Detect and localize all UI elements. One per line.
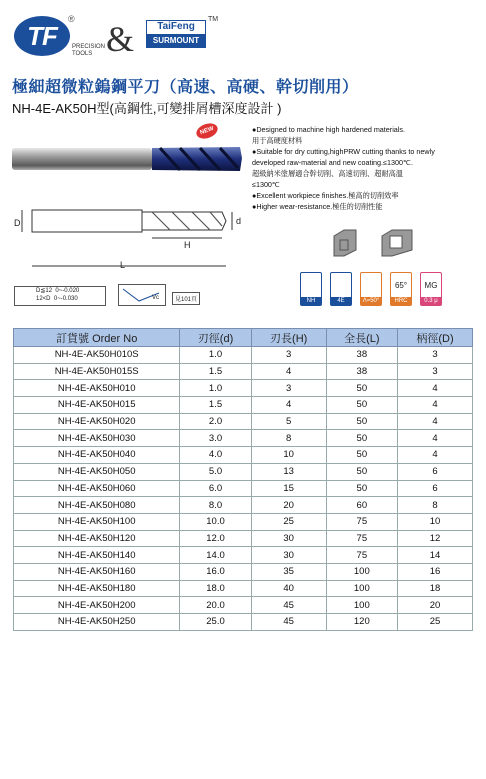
- col-cutting-dia: 刃徑(d): [180, 329, 251, 347]
- table-cell: 4: [251, 363, 326, 380]
- table-cell: NH-4E-AK50H250: [14, 614, 180, 631]
- col-overall-length: 全長(L): [326, 329, 397, 347]
- table-row: [14, 447, 473, 464]
- spec-table: [13, 328, 473, 631]
- spec-icons: [300, 272, 475, 308]
- label-D: D: [14, 218, 21, 228]
- brand-bottom: SURMOUNT: [147, 34, 205, 47]
- table-cell: 1.5: [180, 397, 251, 414]
- table-cell: 1.0: [180, 380, 251, 397]
- table-row: [14, 413, 473, 430]
- table-cell: 3: [398, 363, 473, 380]
- table-cell: 20: [251, 497, 326, 514]
- table-cell: 6.0: [180, 480, 251, 497]
- tol-r2-a: 12<D: [36, 296, 51, 302]
- table-row: [14, 363, 473, 380]
- table-cell: 18.0: [180, 580, 251, 597]
- table-cell: 4: [398, 380, 473, 397]
- table-cell: NH-4E-AK50H080: [14, 497, 180, 514]
- helix-label: Λ=50°: [362, 298, 380, 304]
- table-row: [14, 480, 473, 497]
- table-cell: 38: [326, 363, 397, 380]
- col-order-no: 訂貨號 Order No: [14, 329, 180, 347]
- table-cell: NH-4E-AK50H160: [14, 563, 180, 580]
- table-cell: 16.0: [180, 563, 251, 580]
- table-cell: 5: [251, 413, 326, 430]
- mg-icon: [420, 272, 442, 306]
- table-cell: 18: [398, 580, 473, 597]
- vc-label: Vc: [152, 295, 160, 301]
- table-cell: 60: [326, 497, 397, 514]
- table-cell: 100: [326, 563, 397, 580]
- tolerance-values: [36, 287, 79, 303]
- table-cell: 100: [326, 580, 397, 597]
- hrc-label: HRC: [391, 297, 411, 305]
- label-H: H: [184, 240, 191, 250]
- label-L: L: [120, 260, 126, 270]
- table-cell: 3: [251, 380, 326, 397]
- table-cell: NH-4E-AK50H180: [14, 580, 180, 597]
- logo-sub-line2: TOOLS: [72, 51, 93, 57]
- feature-line: developed raw-material and new coating.≤1300℃.: [252, 158, 414, 167]
- table-cell: 50: [326, 397, 397, 414]
- logo-sub-line1: PRECISION: [72, 44, 106, 50]
- table-cell: 12: [398, 530, 473, 547]
- ampersand: &: [106, 19, 135, 59]
- feature-line: 用于高硬度材料: [252, 136, 303, 145]
- table-cell: 40: [251, 580, 326, 597]
- table-row: [14, 347, 473, 364]
- table-cell: 8.0: [180, 497, 251, 514]
- table-cell: 4: [398, 397, 473, 414]
- table-cell: 6: [398, 463, 473, 480]
- feature-line: ≤1300℃: [252, 180, 281, 189]
- nh-label: NH: [301, 297, 321, 305]
- hrc-icon: [390, 272, 412, 306]
- page-ref: 見101頁: [172, 292, 200, 305]
- product-title-cn: 極細超微粒鎢鋼平刀（高速、高硬、幹切削用）: [12, 77, 359, 96]
- table-cell: 38: [326, 347, 397, 364]
- table-cell: 1.5: [180, 363, 251, 380]
- four-flute-icon: [330, 272, 352, 306]
- logo-subtitle: [72, 44, 108, 58]
- table-cell: 10.0: [180, 513, 251, 530]
- table-cell: 120: [326, 614, 397, 631]
- table-row: [14, 513, 473, 530]
- table-cell: 50: [326, 463, 397, 480]
- table-cell: NH-4E-AK50H010: [14, 380, 180, 397]
- hrc-value: 65°: [394, 281, 408, 290]
- tol-r2-b: 0~-0.030: [53, 296, 78, 302]
- brand-top: TaiFeng: [157, 21, 195, 32]
- nh-icon: [300, 272, 322, 306]
- feature-line: ●Designed to machine high hardened materials.: [252, 125, 405, 134]
- table-cell: 30: [251, 547, 326, 564]
- table-cell: 25: [251, 513, 326, 530]
- dimension-drawing: [12, 196, 242, 276]
- table-cell: NH-4E-AK50H100: [14, 513, 180, 530]
- tol-r1-a: D≦12: [36, 288, 53, 294]
- table-cell: 45: [251, 614, 326, 631]
- table-row: [14, 380, 473, 397]
- table-cell: 100: [326, 597, 397, 614]
- table-row: [14, 430, 473, 447]
- table-cell: 50: [326, 413, 397, 430]
- table-cell: 4: [398, 413, 473, 430]
- table-cell: 3: [251, 347, 326, 364]
- col-flute-length: 刃長(H): [251, 329, 326, 347]
- feature-line: ●Suitable for dry cutting,highPRW cutting thanks to newly: [252, 147, 435, 156]
- table-cell: NH-4E-AK50H020: [14, 413, 180, 430]
- table-cell: 20: [398, 597, 473, 614]
- table-cell: 35: [251, 563, 326, 580]
- table-cell: 12.0: [180, 530, 251, 547]
- label-d: d: [236, 216, 242, 226]
- workpiece-icons: [330, 228, 430, 258]
- table-cell: 13: [251, 463, 326, 480]
- table-cell: 1.0: [180, 347, 251, 364]
- table-header-row: [14, 329, 473, 347]
- table-cell: 16: [398, 563, 473, 580]
- table-cell: 4: [251, 397, 326, 414]
- registered-mark: ®: [68, 14, 75, 24]
- table-cell: 15: [251, 480, 326, 497]
- 4e-label: 4E: [331, 297, 351, 305]
- table-row: [14, 614, 473, 631]
- table-cell: 50: [326, 447, 397, 464]
- taifeng-logo: TF: [14, 16, 70, 56]
- table-row: [14, 597, 473, 614]
- table-cell: 3.0: [180, 430, 251, 447]
- table-cell: 75: [326, 530, 397, 547]
- table-row: [14, 530, 473, 547]
- table-cell: 5.0: [180, 463, 251, 480]
- helix-angle-icon: [360, 272, 382, 306]
- table-cell: 75: [326, 513, 397, 530]
- table-cell: NH-4E-AK50H140: [14, 547, 180, 564]
- table-row: [14, 563, 473, 580]
- table-cell: NH-4E-AK50H120: [14, 530, 180, 547]
- feature-line: ●Excellent workpiece finishes.極高的切削效率: [252, 191, 399, 200]
- feature-line: 超級納米塗層適合幹切削、高速切削、超耐高溫: [252, 169, 403, 178]
- table-cell: 4.0: [180, 447, 251, 464]
- table-cell: NH-4E-AK50H040: [14, 447, 180, 464]
- table-row: [14, 397, 473, 414]
- table-cell: NH-4E-AK50H200: [14, 597, 180, 614]
- table-cell: 8: [251, 430, 326, 447]
- table-cell: 25.0: [180, 614, 251, 631]
- table-cell: 10: [398, 513, 473, 530]
- trademark: TM: [208, 16, 219, 23]
- table-row: [14, 497, 473, 514]
- feature-list: [252, 124, 480, 212]
- table-cell: 20.0: [180, 597, 251, 614]
- table-cell: 4: [398, 430, 473, 447]
- table-cell: 14: [398, 547, 473, 564]
- table-cell: 14.0: [180, 547, 251, 564]
- tol-r1-b: 0~-0.020: [55, 288, 80, 294]
- table-cell: 30: [251, 530, 326, 547]
- table-cell: 3: [398, 347, 473, 364]
- table-row: [14, 547, 473, 564]
- mg-label: 0.3 μ: [421, 297, 441, 305]
- table-cell: 25: [398, 614, 473, 631]
- table-cell: 45: [251, 597, 326, 614]
- table-cell: NH-4E-AK50H030: [14, 430, 180, 447]
- new-badge: NEW: [194, 121, 219, 142]
- table-cell: 50: [326, 480, 397, 497]
- table-cell: 8: [398, 497, 473, 514]
- table-cell: 4: [398, 447, 473, 464]
- table-cell: 10: [251, 447, 326, 464]
- mg-value: MG: [424, 281, 438, 290]
- table-row: [14, 463, 473, 480]
- table-row: [14, 580, 473, 597]
- table-cell: 2.0: [180, 413, 251, 430]
- table-cell: NH-4E-AK50H015: [14, 397, 180, 414]
- feature-line: ●Higher wear-resistance.極佳的切削性能: [252, 202, 383, 211]
- col-shank-dia: 柄徑(D): [398, 329, 473, 347]
- table-cell: 6: [398, 480, 473, 497]
- table-cell: 75: [326, 547, 397, 564]
- table-cell: NH-4E-AK50H010S: [14, 347, 180, 364]
- table-cell: 50: [326, 430, 397, 447]
- table-cell: NH-4E-AK50H050: [14, 463, 180, 480]
- table-cell: NH-4E-AK50H060: [14, 480, 180, 497]
- table-cell: 50: [326, 380, 397, 397]
- table-cell: NH-4E-AK50H015S: [14, 363, 180, 380]
- product-title-en: NH-4E-AK50H型(高鋼性,可變排屑槽深度設計 ): [12, 101, 282, 116]
